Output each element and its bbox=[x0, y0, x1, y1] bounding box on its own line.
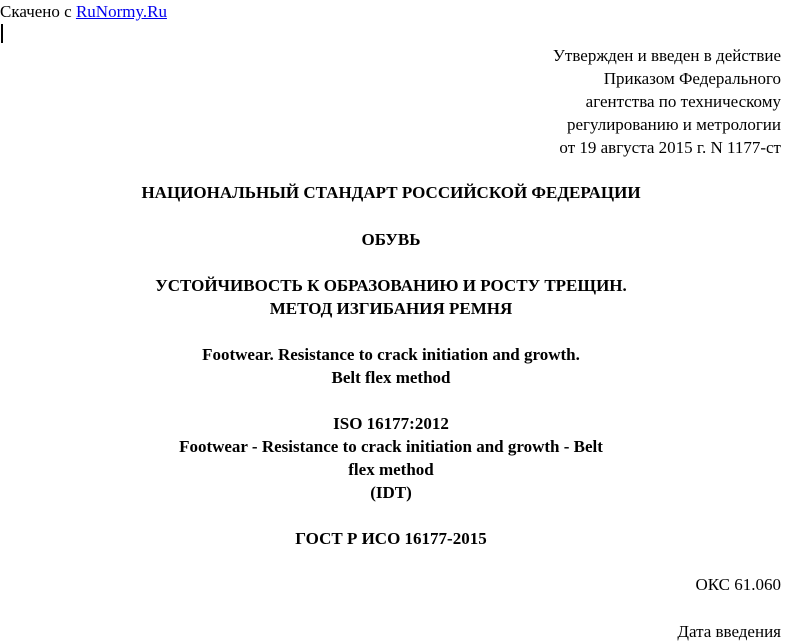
approval-block bbox=[553, 44, 781, 159]
approval-line: регулированию и метрологии bbox=[566, 115, 781, 134]
subject: ОБУВЬ bbox=[361, 230, 421, 249]
iso-title-line: Footwear - Resistance to crack initiation and growth - Belt bbox=[179, 437, 603, 456]
source-line bbox=[0, 0, 167, 23]
subject-heading bbox=[0, 228, 782, 251]
approval-line: Приказом Федерального bbox=[603, 69, 781, 88]
russian-title bbox=[0, 274, 782, 320]
approval-line: агентства по техническому bbox=[585, 92, 781, 111]
gost-heading bbox=[0, 527, 782, 550]
approval-line: от 19 августа 2015 г. N 1177-ст bbox=[559, 138, 781, 157]
oks-code: ОКС 61.060 bbox=[695, 575, 781, 594]
text-caret bbox=[1, 24, 3, 43]
iso-reference bbox=[0, 412, 782, 504]
iso-title-line: flex method bbox=[348, 460, 434, 479]
intro-date-label: Дата введения bbox=[677, 622, 781, 641]
english-title-line: Belt flex method bbox=[331, 368, 451, 387]
standard-type: НАЦИОНАЛЬНЫЙ СТАНДАРТ РОССИЙСКОЙ ФЕДЕРАЦИИ bbox=[141, 183, 641, 202]
iso-code: ISO 16177:2012 bbox=[333, 414, 449, 433]
russian-title-line: МЕТОД ИЗГИБАНИЯ РЕМНЯ bbox=[269, 299, 513, 318]
source-prefix: Скачено с bbox=[0, 2, 76, 21]
standard-type-heading bbox=[0, 181, 782, 204]
approval-line: Утвержден и введен в действие bbox=[552, 46, 781, 65]
english-title bbox=[0, 343, 782, 389]
source-link[interactable]: RuNormy.Ru bbox=[75, 2, 167, 21]
english-title-line: Footwear. Resistance to crack initiation and growth. bbox=[202, 345, 580, 364]
russian-title-line: УСТОЙЧИВОСТЬ К ОБРАЗОВАНИЮ И РОСТУ ТРЕЩИН. bbox=[155, 276, 627, 295]
iso-equivalence: (IDT) bbox=[370, 483, 412, 502]
gost-code: ГОСТ Р ИСО 16177-2015 bbox=[295, 529, 487, 548]
